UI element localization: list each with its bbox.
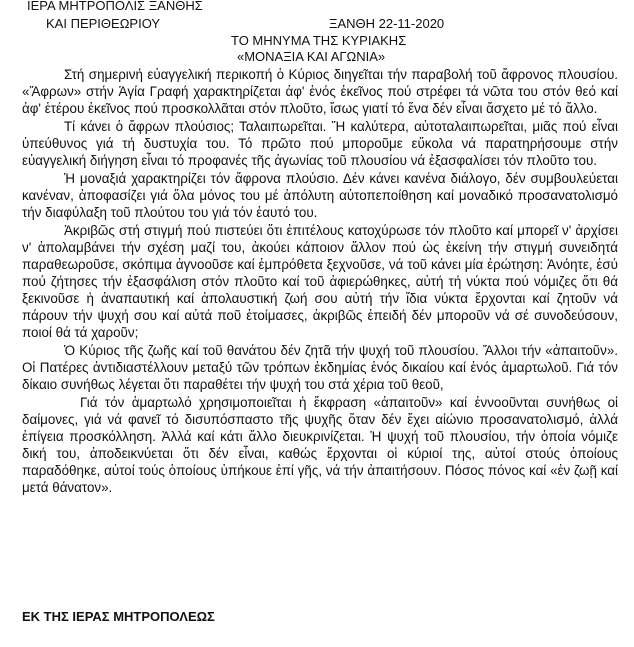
message-body: [22, 66, 618, 497]
signature: ΕΚ ΤΗΣ ΙΕΡΑΣ ΜΗΤΡΟΠΟΛΕΩΣ: [22, 609, 215, 624]
place-date: ΞΑΝΘΗ 22-11-2020: [329, 16, 445, 31]
paragraph: Ὁ Κύριος τῆς ζωῆς καί τοῦ θανάτου δέν ζητᾶ τήν ψυχή τοῦ πλουσίου. Ἄλλοι τήν «ἀπαιτοῦν». Οἱ Πατέρες ἀντιδιαστέλλουν μεταξύ τῶν τρόπων ἐκδημίας ἑνός δικαίου καί ἑνός ἁμαρτωλοῦ. Γιά τόν δίκαιο συνήθως λέγεται ὅτι παραθέτει τήν ψυχή του στά χέρια τοῦ θεοῦ,: [22, 343, 618, 392]
paragraph: Ἀκριβῶς στή στιγμή πού πιστεύει ὅτι ἐπιτέλους κατοχύρωσε τόν πλοῦτο καί μπορεῖ ν' ἀρχίσει ν' ἀπολαμβάνει τήν σχέση μαζί του, ἀκούει κάποιον ἄλλον πού ὡς ἐκείνη τήν στιγμή συνειδητά παραθεωροῦσε, σκόπιμα ἀγνοοῦσε καί ἐμπρόθετα ξεχνοῦσε, νά τοῦ κάνει μία ἐρώτηση: Ἀνόητε, ἐσύ πού ζήτησες τήν ἐξασφάλιση στόν πλοῦτο καί τοῦ ἀφιερώθηκες, αὐτή τή νύκτα πού νόμιζες ὅτι θά ξεκινοῦσε ἡ ἀναπαυτική καί ἀπολαυστική ζωή σου αὐτή τήν ἴδια νύκτα ἔρχονται καί ζητοῦν νά πάρουν τήν ψυχή σου καί αὐτά ποῦ ἑτοίμασες, ἀκριβῶς ἐπειδή δέν μποροῦν νά σέ συνοδεύσουν, ποιοί θά τά χαροῦν;: [22, 223, 618, 340]
paragraph: Ἡ μοναξιά χαρακτηρίζει τόν ἄφρονα πλούσιο. Δέν κάνει κανένα διάλογο, δέν συμβουλεύεται κανέναν, ἀποφασίζει γιά ὅλα μόνος του μέ ἀπόλυτη αὐτοπεποίθηση καί μοναδικό προσανατολισμό τήν διαφύλαξη τοῦ πλούτου του γιά τόν ἑαυτό του.: [22, 171, 618, 220]
paragraph: Στή σημερινή εὐαγγελική περικοπή ὁ Κύριος διηγεῖται τήν παραβολή τοῦ ἄφρονος πλουσίου. «Ἄφρων» στήν Ἁγία Γραφή χαρακτηρίζεται ἀφ' ἑνός ἐκεῖνος πού στρέφει τά νῶτα του στόν θεό καί ἀφ' ἑτέρου ἐκεῖνος πού προσκολλᾶται στόν πλοῦτο, ἴσως γιατί τό ἕνα δέν εἶναι ἄσχετο μέ τό ἄλλο.: [22, 67, 618, 116]
paragraph: Τί κάνει ὁ ἄφρων πλούσιος; Ταλαιπωρεῖται. Ἤ καλύτερα, αὐτοταλαιπωρεῖται, μιᾶς πού εἶναι ὑπεύθυνος γιά τή δυστυχία του. Τό πρῶτο πού μποροῦμε εὔκολα νά παρατηρήσουμε στήν εὐαγγελική διήγηση εἶναι τό προφανές τῆς ἀγωνίας τοῦ πλουσίου νά ἐξασφαλίσει τόν πλοῦτο του.: [22, 119, 618, 168]
metropolis-name: ΙΕΡΑ ΜΗΤΡΟΠΟΛΙΣ ΞΑΝΘΗΣ: [27, 0, 203, 13]
paragraph: Γιά τόν ἁμαρτωλό χρησιμοποιεῖται ἡ ἔκφραση «ἀπαιτοῦν» καί ἐννοοῦνται συνήθως οἱ δαίμονες, γιά νά φανεῖ τό δισυπόσπαστο τῆς ψυχῆς ὅταν δέν ἔχει αἰώνιο προσανατολισμό, ἀλλά ἐπίγεια προσκόλληση. Ἀλλά καί κάτι ἄλλο διευκρινίζεται. Ἡ ψυχή τοῦ πλουσίου, τήν ὁποία νόμιζε δική του, ἀποδεικνύεται ὅτι δέν εἶναι, καθώς ἔρχονται οἱ κύριοί της, αὐτοί στούς ὁποίους παραδόθηκε, αὐτοί τούς ὁποίους ὑπήκουε ἐπί γῆς, νά τήν ἀπαιτήσουν. Πόσος πόνος καί «ἐν ζωῇ καί μετά θάνατον».: [22, 395, 618, 495]
document-title: ΤΟ ΜΗΝΥΜΑ ΤΗΣ ΚΥΡΙΑΚΗΣ: [231, 33, 407, 48]
document-subtitle: «ΜΟΝΑΞΙΑ ΚΑΙ ΑΓΩΝΙΑ»: [237, 49, 386, 64]
metropolis-region: ΚΑΙ ΠΕΡΙΘΕΩΡΙΟΥ: [46, 16, 161, 31]
